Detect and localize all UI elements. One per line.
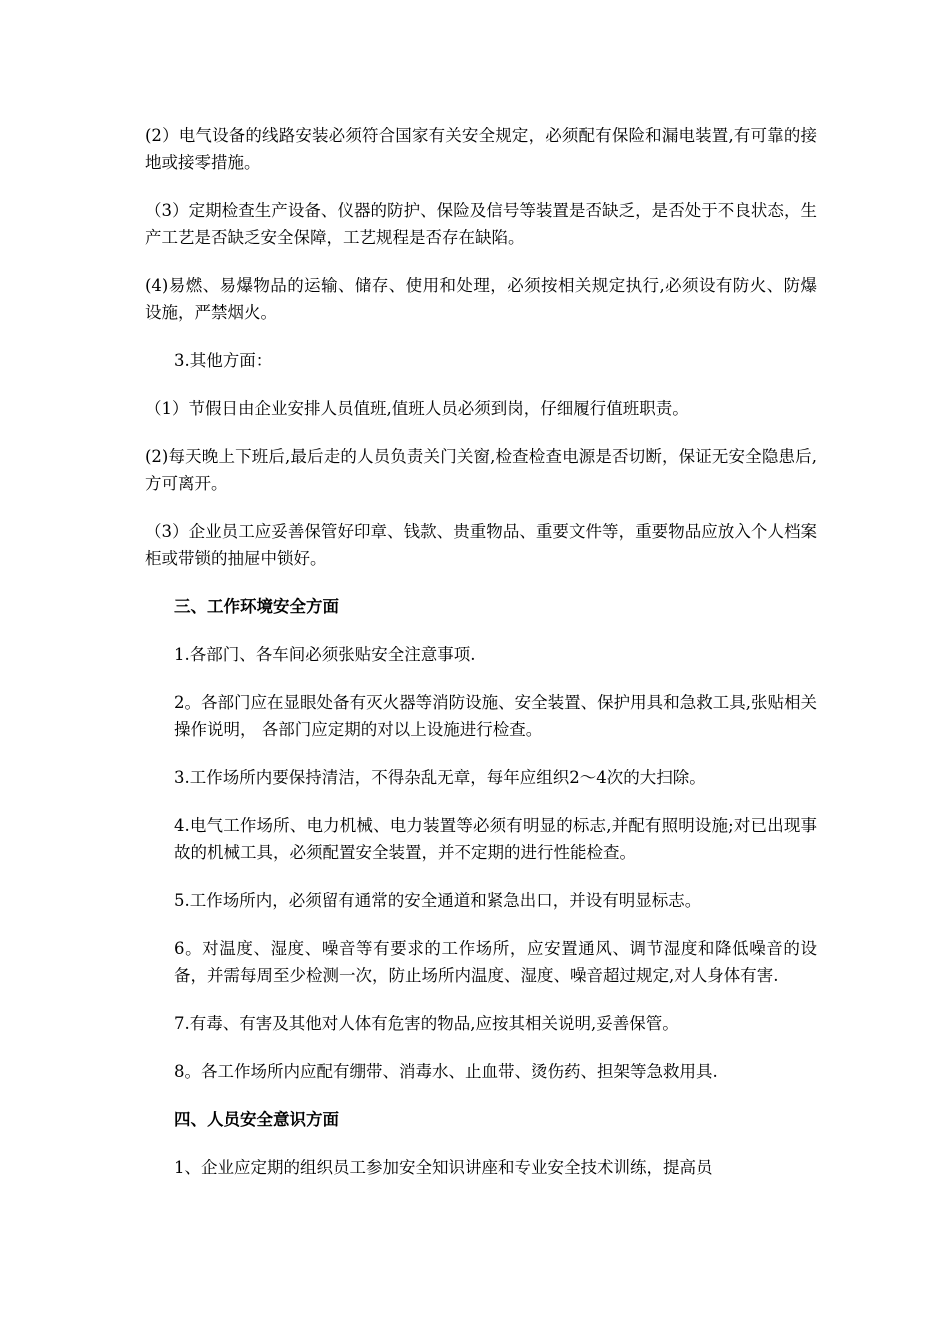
paragraph-holiday-duty: （1）节假日由企业安排人员值班,值班人员必须到岗，仔细履行值班职责。 xyxy=(145,399,689,418)
paragraph-safety-training: 1、企业应定期的组织员工参加安全知识讲座和专业安全技术训练，提高员 xyxy=(174,1158,713,1177)
paragraph-other-aspects: 3.其他方面： xyxy=(174,351,273,370)
section-heading-work-environment: 三、工作环境安全方面 xyxy=(174,597,339,616)
section-heading-safety-awareness: 四、人员安全意识方面 xyxy=(174,1110,339,1129)
paragraph-first-aid: 8。各工作场所内应配有绷带、消毒水、止血带、烫伤药、担架等急救用具. xyxy=(174,1062,718,1081)
paragraph-equipment-inspection: （3）定期检查生产设备、仪器的防护、保险及信号等装置是否缺乏，是否处于不良状态，生产工艺是否缺乏安全保障，工艺规程是否存在缺陷。 xyxy=(145,201,817,247)
paragraph-emergency-exits: 5.工作场所内，必须留有通常的安全通道和紧急出口，并设有明显标志。 xyxy=(174,891,702,910)
paragraph-flammables: (4)易燃、易爆物品的运输、储存、使用和处理，必须按相关规定执行,必须设有防火、防爆设施，严禁烟火。 xyxy=(145,276,817,322)
paragraph-hazardous-items: 7.有毒、有害及其他对人体有危害的物品,应按其相关说明,妥善保管。 xyxy=(174,1014,679,1033)
paragraph-electrical-wiring: (2）电气设备的线路安装必须符合国家有关安全规定，必须配有保险和漏电装置,有可靠的接地或接零措施。 xyxy=(145,126,817,172)
paragraph-close-doors: (2)每天晚上下班后,最后走的人员负责关门关窗,检查检查电源是否切断，保证无安全隐患后,方可离开。 xyxy=(145,447,817,493)
paragraph-safekeeping: （3）企业员工应妥善保管好印章、钱款、贵重物品、重要文件等，重要物品应放入个人档案柜或带锁的抽屉中锁好。 xyxy=(145,522,817,568)
paragraph-electrical-signs: 4.电气工作场所、电力机械、电力装置等必须有明显的标志,并配有照明设施;对已出现事故的机械工具，必须配置安全装置，并不定期的进行性能检查。 xyxy=(174,816,817,862)
document-page xyxy=(145,122,817,1202)
paragraph-cleanliness: 3.工作场所内要保持清洁，不得杂乱无章，每年应组织2～4次的大扫除。 xyxy=(174,768,706,787)
paragraph-fire-equipment: 2。各部门应在显眼处备有灭火器等消防设施、安全装置、保护用具和急救工具,张贴相关操作说明， 各部门应定期的对以上设施进行检查。 xyxy=(174,693,817,739)
paragraph-environment-control: 6。对温度、湿度、噪音等有要求的工作场所，应安置通风、调节湿度和降低噪音的设备，并需每周至少检测一次，防止场所内温度、湿度、噪音超过规定,对人身体有害. xyxy=(174,939,817,985)
paragraph-safety-notices: 1.各部门、各车间必须张贴安全注意事项. xyxy=(174,645,476,664)
